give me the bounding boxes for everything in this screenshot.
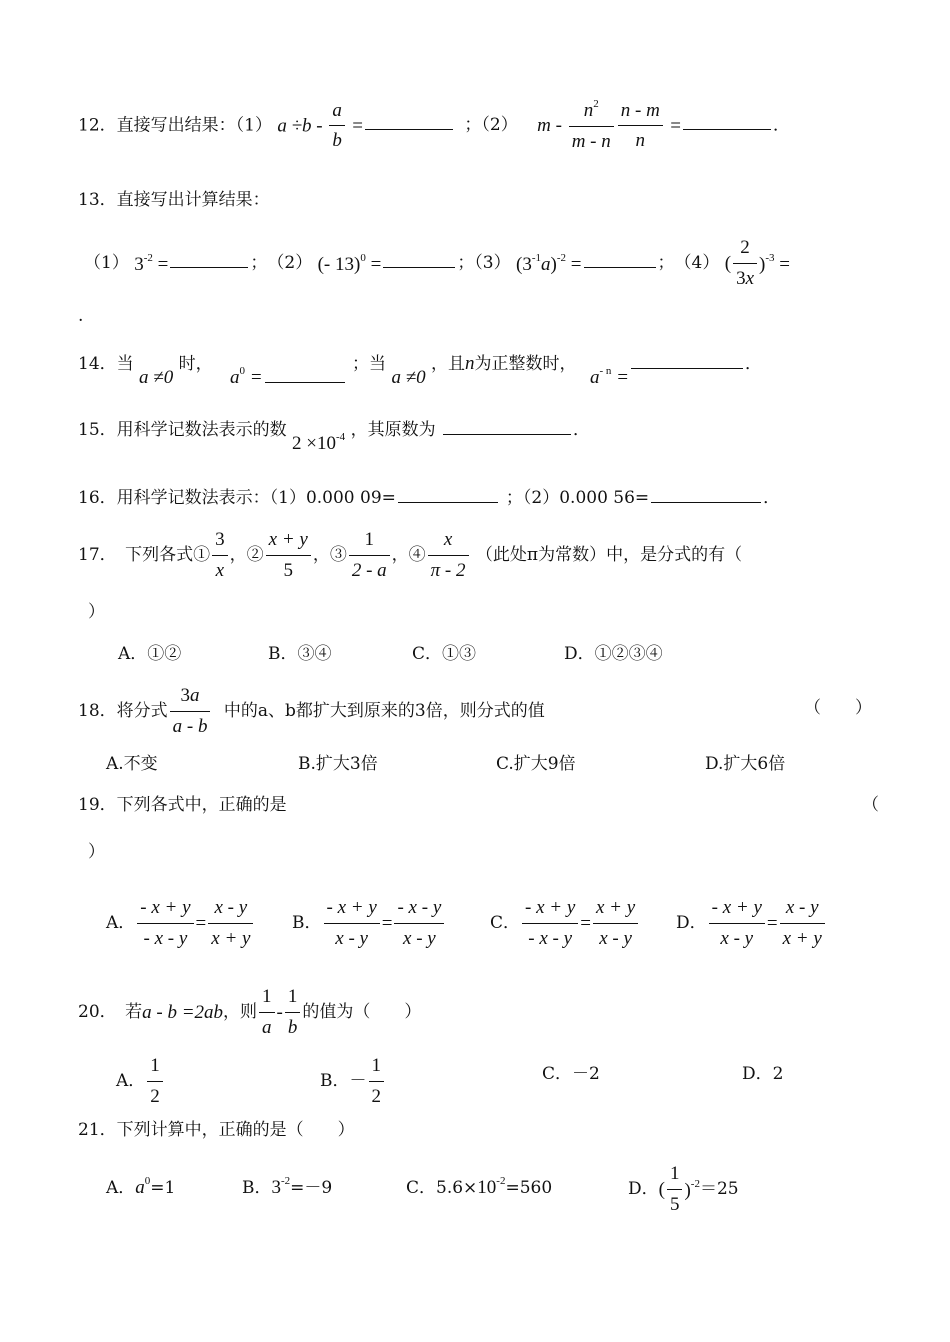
- fraction: $\frac{1}{2 - a}$: [349, 528, 390, 583]
- question-18: 18．将分式 $\frac{3a}{a - b}$ 中的a、b都扩大到原来的3倍，则分式的值: [78, 685, 545, 737]
- fraction: $\frac{x + y}{5}$: [266, 528, 311, 583]
- option-17d[interactable]: D．①②③④: [564, 644, 663, 664]
- fraction: $\frac{x - y}{x + y}$: [780, 896, 825, 951]
- question-12: 12．直接写出结果：（1） a ÷b - $\frac{a}{b}$ = ；（2） m - $\frac{n^2}{m - n}$ $\frac{n - m}{n}$ = ．: [78, 98, 790, 152]
- question-13-parts: （1） $3^{-2}$ = ； （2） (- 13)$^0$ = ；（3） $(3^{-1}a)^{-2}$ = ； （4） ( $\frac{2}{3x}$ )$^{-3}$ =: [84, 237, 790, 289]
- option-19a[interactable]: A． $\frac{- x + y}{- x - y}$ = $\frac{x - y}{x + y}$: [106, 896, 255, 951]
- question-18-paren: （ ）: [804, 698, 872, 718]
- option-18c[interactable]: C.扩大9倍: [496, 754, 576, 774]
- question-20: 20． 若a - b =2ab，则 $\frac{1}{a}$ - $\frac{1}{b}$ 的值为（ ）: [78, 986, 422, 1038]
- option-17b[interactable]: B．③④: [268, 644, 332, 664]
- fraction: $\frac{- x + y}{x - y}$: [324, 896, 380, 951]
- fraction: $\frac{2}{3x}$: [733, 236, 757, 291]
- answer-blank[interactable]: [365, 115, 453, 130]
- fraction: $\frac{- x + y}{x - y}$: [709, 896, 765, 951]
- question-21: 21．下列计算中，正确的是（ ）: [78, 1120, 355, 1140]
- answer-blank[interactable]: [170, 253, 248, 268]
- question-15: 15．用科学记数法表示的数 $2 \times 10^{-4}$ ，其原数为 ．: [78, 420, 590, 454]
- fraction: $\frac{a}{b}$: [329, 99, 345, 154]
- option-21a[interactable]: A．$a^0=1$: [106, 1175, 176, 1198]
- option-17a[interactable]: A．①②: [118, 644, 182, 664]
- question-17: 17． 下列各式① $\frac{3}{x}$ ，② $\frac{x + y}{5}$ ，③ $\frac{1}{2 - a}$ ，④ $\frac{x}{\pi - 2}$ （此处π为常数）中，是分式的有（: [78, 529, 743, 581]
- fraction: $\frac{1}{5}$: [667, 1162, 683, 1217]
- option-18a[interactable]: A.不变: [106, 754, 158, 774]
- option-20d[interactable]: D．2: [742, 1064, 784, 1084]
- answer-blank[interactable]: [651, 488, 761, 503]
- fraction: $\frac{3}{x}$: [212, 528, 228, 583]
- fraction: $\frac{x - y}{x + y}$: [208, 896, 253, 951]
- question-13-title: 13．直接写出计算结果：: [78, 190, 270, 210]
- option-19d[interactable]: D． $\frac{- x + y}{x - y}$ = $\frac{x - y}{x + y}$: [676, 896, 827, 951]
- answer-blank[interactable]: [631, 354, 743, 369]
- question-19: 19．下列各式中，正确的是: [78, 795, 287, 815]
- question-17-close: ）: [88, 602, 105, 622]
- fraction: $\frac{3a}{a - b}$: [170, 684, 211, 739]
- option-19c[interactable]: C． $\frac{- x + y}{- x - y}$ = $\frac{x + y}{x - y}$: [490, 896, 640, 951]
- option-19b[interactable]: B． $\frac{- x + y}{x - y}$ = $\frac{- x - y}{x - y}$: [292, 896, 446, 951]
- question-14: 14．当 a ≠0 时， $a^0$ = ；当 a ≠0 ，且n为正整数时， $a^{- n}$ =．: [78, 353, 762, 388]
- answer-blank[interactable]: [383, 253, 455, 268]
- option-20b[interactable]: B．－ $\frac{1}{2}$: [320, 1054, 386, 1109]
- answer-blank[interactable]: [398, 488, 498, 503]
- option-20a[interactable]: A． $\frac{1}{2}$: [116, 1054, 165, 1109]
- fraction: $\frac{n - m}{n}$: [618, 99, 663, 154]
- option-21c[interactable]: C．$5.6\times 10^{-2}=560$: [406, 1175, 553, 1198]
- fraction: $\frac{- x - y}{x - y}$: [394, 896, 444, 951]
- option-18d[interactable]: D.扩大6倍: [705, 754, 786, 774]
- answer-blank[interactable]: [265, 368, 345, 383]
- option-21b[interactable]: B．$3^{-2}=-9$: [242, 1175, 333, 1198]
- option-20c[interactable]: C．－2: [542, 1064, 600, 1084]
- fraction: $\frac{- x + y}{- x - y}$: [522, 896, 578, 951]
- answer-blank[interactable]: [443, 420, 571, 435]
- fraction: $\frac{1}{b}$: [285, 985, 301, 1040]
- fraction: $\frac{- x + y}{- x - y}$: [137, 896, 193, 951]
- fraction: $\frac{1}{a}$: [259, 985, 275, 1040]
- answer-blank[interactable]: [584, 253, 656, 268]
- option-17c[interactable]: C．①③: [412, 644, 477, 664]
- fraction: $\frac{1}{2}$: [147, 1054, 163, 1109]
- question-19-close: ）: [88, 842, 105, 862]
- question-19-open: （: [862, 795, 879, 815]
- option-18b[interactable]: B.扩大3倍: [298, 754, 378, 774]
- question-13-tail: .: [78, 306, 84, 326]
- fraction: $\frac{1}{2}$: [369, 1054, 385, 1109]
- answer-blank[interactable]: [683, 115, 771, 130]
- question-16: 16．用科学记数法表示：（1）0.000 09= ；（2）0.000 56= ．: [78, 488, 781, 508]
- fraction: $\frac{x + y}{x - y}$: [593, 896, 638, 951]
- option-21d[interactable]: D．( $\frac{1}{5}$ )$^{-2}$＝25: [628, 1163, 739, 1215]
- fraction: $\frac{x}{\pi - 2}$: [428, 528, 469, 583]
- fraction: $\frac{n^2}{m - n}$: [569, 98, 614, 154]
